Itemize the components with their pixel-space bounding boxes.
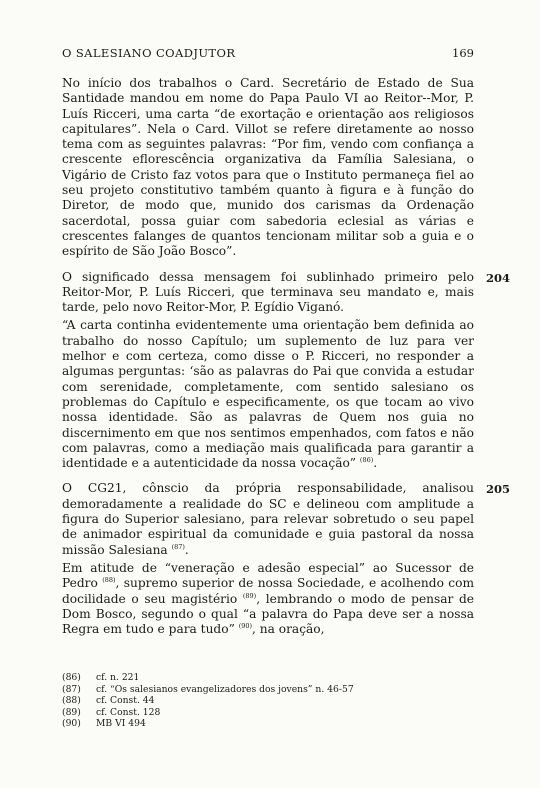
- footnote-ref-87: (87): [171, 542, 185, 551]
- section-205: [62, 481, 510, 637]
- page-number: 169: [452, 46, 474, 60]
- footnote-88: [62, 695, 474, 707]
- footnote-ref-89: (89): [242, 591, 257, 600]
- footnote-ref-88: (88): [102, 576, 116, 585]
- veneration-text-b: , supremo superior de nossa Sociedade, e acolhendo com docilidade o seu magistério: [62, 576, 474, 606]
- footnote-number: (87): [62, 683, 81, 695]
- cg21-end: .: [184, 542, 189, 557]
- footnote-number: (89): [62, 706, 81, 718]
- section-204: [62, 269, 510, 472]
- quote-end: .: [373, 456, 378, 471]
- footnote-90: [62, 718, 474, 730]
- section-number-204: 204: [485, 270, 510, 285]
- paragraph-intro: No início dos trabalhos o Card. Secretário de Estado de Sua Santidade mandou em nome do Papa Paulo VI ao Reitor--Mor, P. Luís Ricceri, uma carta “de exortação e orientação aos religiosos capitulares”. Nela o Card. Villot se refere diretamente ao nosso tema com as seguintes palavras: “Por fim, vendo com confiança a crescente eflorescência organizativa da Família Salesiana, o Vigário de Cristo faz votos para que o Instituto permaneça fiel ao seu projeto constitutivo também quanto à figura e à função do Diretor, de modo que, munido dos carismas da Ordenação sacerdotal, possa guiar com sabedoria eclesial as várias e crescentes falanges de quantos tencionam militar sob a guia e o espírito de São João Bosco”.: [62, 76, 474, 259]
- footnote-number: (90): [62, 718, 81, 730]
- paragraph-cg21: [62, 481, 474, 557]
- paragraph-message-significance: O significado dessa mensagem foi sublinhado primeiro pelo Reitor-Mor, P. Luís Ricceri, que terminava seu mandato e, mais tarde, pelo novo Reitor-Mor, P. Egídio Viganó.: [62, 269, 474, 315]
- footnote-text: cf. Const. 44: [96, 695, 155, 707]
- running-header: [62, 46, 474, 60]
- section-number-205: 205: [485, 482, 510, 497]
- footnote-text: cf. “Os salesianos evangelizadores dos jovens” n. 46-57: [96, 683, 354, 695]
- footnote-86: [62, 672, 474, 684]
- footnote-ref-90: (90): [238, 622, 253, 631]
- veneration-text-a: Em atitude de “veneração e adesão especial” ao Sucessor de Pedro: [62, 560, 474, 591]
- footnote-text: cf. n. 221: [96, 672, 140, 683]
- footnote-number: (86): [62, 672, 81, 683]
- veneration-text-d: , na oração,: [252, 622, 325, 637]
- page-body: [62, 76, 510, 637]
- paragraph-quote: [62, 318, 474, 471]
- footnote-87: [62, 684, 474, 696]
- running-title: O SALESIANO COADJUTOR: [62, 46, 236, 60]
- quote-text: “A carta continha evidentemente uma orientação bem definida ao trabalho do nosso Capítulo; um suplemento de luz para ver melhor e com certeza, como disse o P. Ricceri, no responder a algumas perguntas: ‘são as palavras do Pai que convida a estudar com serenidade, completamente, com sentido salesiano os problemas do Capítulo e especificamente, os que tocam ao vivo nossa identidade. São as palavras de Quem nos guia no discernimento em que nos sentimos empenhados, com fatos e não com palavras, como a mediação mais qualificada para garantir a identidade e a autenticidade da nossa vocação”: [62, 318, 474, 471]
- footnote-text: MB VI 494: [96, 718, 146, 730]
- footnote-number: (88): [62, 695, 81, 707]
- footnote-ref-86: (86): [359, 456, 374, 465]
- footnote-text: cf. Const. 128: [96, 706, 161, 718]
- footnotes: [62, 672, 474, 730]
- cg21-text: O CG21, cônscio da própria responsabilidade, analisou demoradamente a realidade do SC e delineou com amplitude a figura do Superior salesiano, para relevar sobretudo o seu papel de animador espiritual da comunidade e guia pastoral da nossa missão Salesiana: [62, 481, 474, 557]
- veneration-text-c: , lembrando o modo de pensar de Dom Bosco, segundo o qual “a palavra do Papa deve ser a nossa Regra em tudo e para tudo”: [62, 591, 475, 637]
- footnote-89: [62, 707, 474, 719]
- paragraph-veneration: [62, 561, 474, 637]
